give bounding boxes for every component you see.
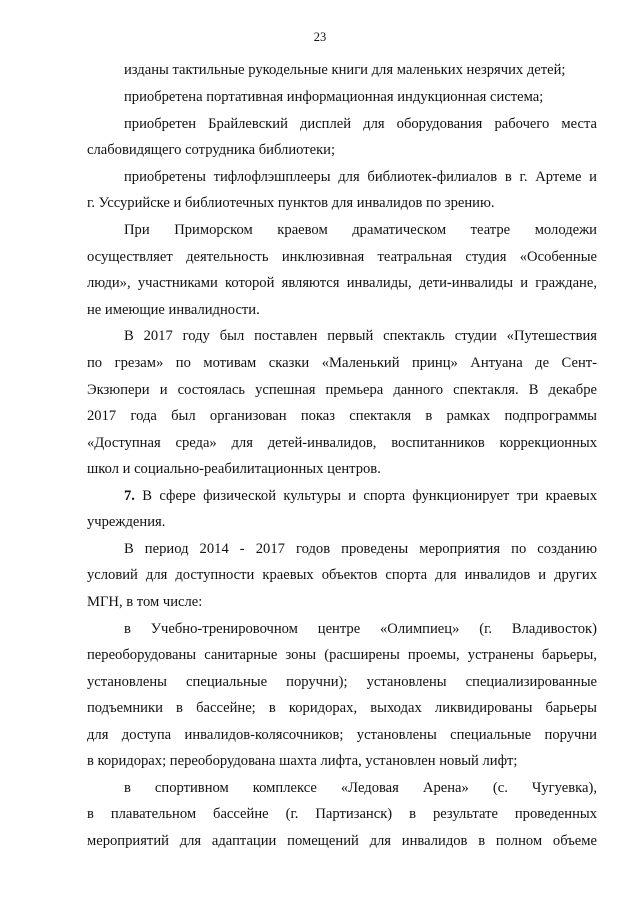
line-text: для доступа инвалидов-колясочников; установлены специальные поручни bbox=[87, 727, 597, 743]
line-text: условий для доступности краевых объектов спорта для инвалидов и других bbox=[87, 567, 597, 583]
line-text: В период 2014 - 2017 годов проведены мероприятия по созданию bbox=[124, 541, 597, 557]
line-text: установлены специальные поручни); установлены специализированные bbox=[87, 674, 597, 690]
text-line bbox=[124, 115, 597, 133]
line-text: школ и социально-реабилитационных центров. bbox=[87, 461, 381, 477]
text-line bbox=[87, 726, 597, 744]
text-line bbox=[87, 566, 597, 584]
line-text: в плавательном бассейне (г. Партизанск) в результате проведенных bbox=[87, 806, 597, 822]
text-line bbox=[124, 327, 597, 345]
line-text: слабовидящего сотрудника библиотеки; bbox=[87, 142, 336, 158]
line-text: люди», участниками которой являются инвалиды, дети-инвалиды и граждане, bbox=[87, 275, 597, 291]
line-text: подъемники в бассейне; в коридорах, выходах ликвидированы барьеры bbox=[87, 700, 597, 716]
line-text: Экзюпери и состоялась успешная премьера данного спектакля. В декабре bbox=[87, 382, 597, 398]
text-line bbox=[87, 407, 597, 425]
line-text: не имеющие инвалидности. bbox=[87, 302, 260, 318]
line-text: При Приморском краевом драматическом театре молодежи bbox=[124, 222, 597, 238]
line-text: 2017 года был организован показ спектакля в рамках подпрограммы bbox=[87, 408, 597, 424]
text-line bbox=[87, 248, 597, 266]
text-line bbox=[87, 752, 597, 770]
text-line bbox=[124, 221, 597, 239]
text-line bbox=[87, 646, 597, 664]
line-text: осуществляет деятельность инклюзивная театральная студия «Особенные bbox=[87, 249, 597, 265]
text-line bbox=[124, 61, 597, 79]
text-line bbox=[87, 593, 597, 611]
page-number: 23 bbox=[313, 30, 327, 44]
text-line bbox=[124, 540, 597, 558]
line-text: изданы тактильные рукодельные книги для маленьких незрячих детей; bbox=[124, 62, 566, 78]
text-line bbox=[87, 141, 597, 159]
text-line bbox=[87, 381, 597, 399]
line-text: приобретена портативная информационная индукционная система; bbox=[124, 89, 544, 105]
line-text: В 2017 году был поставлен первый спектакль студии «Путешествия bbox=[124, 328, 597, 344]
text-line bbox=[124, 168, 597, 186]
text-line bbox=[124, 620, 597, 638]
line-text: в Учебно-тренировочном центре «Олимпиец» (г. Владивосток) bbox=[124, 621, 597, 637]
line-text: приобретен Брайлевский дисплей для оборудования рабочего места bbox=[124, 116, 597, 132]
text-line bbox=[87, 513, 597, 531]
text-line bbox=[87, 805, 597, 823]
text-line bbox=[87, 699, 597, 717]
text-line bbox=[124, 88, 597, 106]
text-line bbox=[87, 194, 597, 212]
text-line bbox=[87, 354, 597, 372]
line-text: переоборудованы санитарные зоны (расширены проемы, устранены барьеры, bbox=[87, 647, 597, 663]
text-line bbox=[87, 274, 597, 292]
section-number: 7. bbox=[124, 488, 135, 504]
line-text: г. Уссурийске и библиотечных пунктов для инвалидов по зрению. bbox=[87, 195, 495, 211]
text-line bbox=[124, 779, 597, 797]
line-text: мероприятий для адаптации помещений для инвалидов в полном объеме bbox=[87, 833, 597, 849]
section-heading-line bbox=[124, 487, 597, 505]
line-text: в коридорах; переоборудована шахта лифта, установлен новый лифт; bbox=[87, 753, 518, 769]
line-text: учреждения. bbox=[87, 514, 166, 530]
line-text: В сфере физической культуры и спорта функционирует три краевых bbox=[142, 488, 597, 504]
text-line bbox=[87, 301, 597, 319]
text-line bbox=[87, 832, 597, 850]
line-text: по грезам» по мотивам сказки «Маленький принц» Антуана де Сент- bbox=[87, 355, 597, 371]
line-text: «Доступная среда» для детей-инвалидов, воспитанников коррекционных bbox=[87, 435, 597, 451]
line-text: МГН, в том числе: bbox=[87, 594, 203, 610]
line-text: в спортивном комплексе «Ледовая Арена» (с. Чугуевка), bbox=[124, 780, 597, 796]
line-text: приобретены тифлофлэшплееры для библиотек-филиалов в г. Артеме и bbox=[124, 169, 597, 185]
text-line bbox=[87, 673, 597, 691]
text-line bbox=[87, 434, 597, 452]
text-line bbox=[87, 460, 597, 478]
